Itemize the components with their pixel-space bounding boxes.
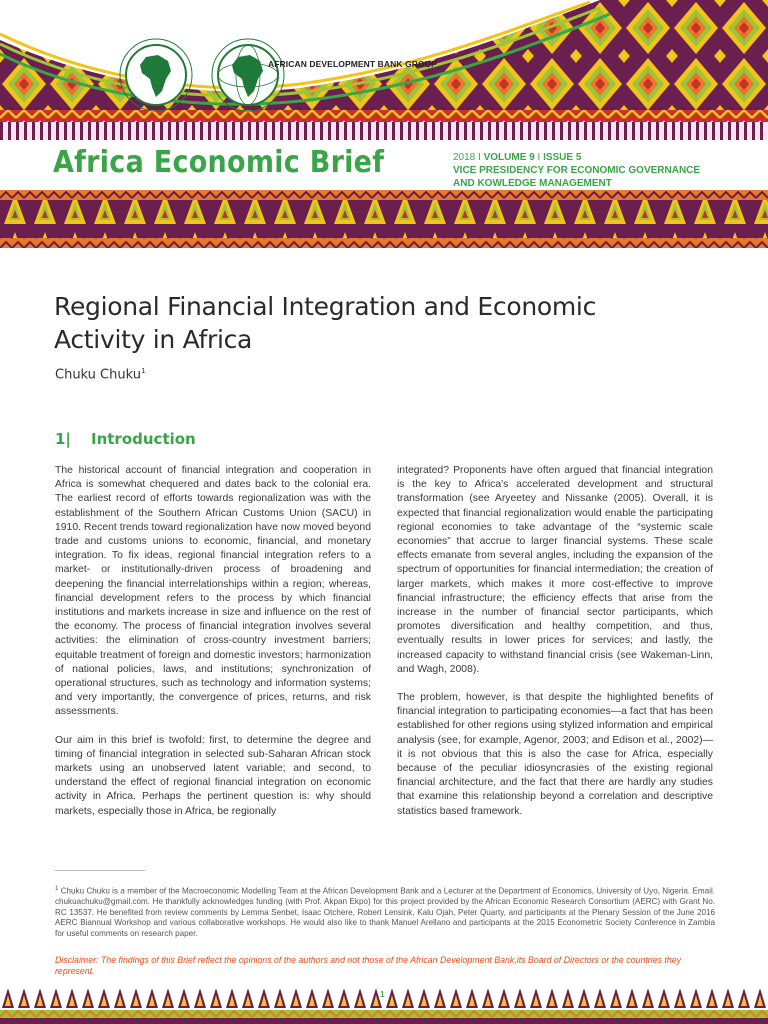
brief-title: Africa Economic Brief: [53, 145, 385, 180]
issue-year: 2018: [453, 152, 476, 163]
issue-number: ISSUE 5: [543, 152, 582, 163]
section-number: 1|: [55, 430, 71, 448]
issue-info: [453, 151, 700, 190]
adb-logos: [116, 20, 288, 130]
page-number: 1: [380, 990, 385, 999]
footnote-marker: 1: [55, 886, 59, 892]
author-name: Chuku Chuku: [55, 367, 141, 383]
pattern-band-middle: [0, 190, 768, 250]
paragraph: integrated? Proponents have often argued that financial integration is the key to Africa's accelerated development and structural transformation (see Aryeetey and Nissanke (2005). Overall, it is expected that financial regionalization would enable the participating regional economies to take advantage of the “systemic scale economies” that accrue to larger financial systems. These scale effects emanate from several angles, including the expansion of the spectrum of opportunities for financial intermediation; the creation of larger markets, which makes it more cost-effective to improve financial infrastructure; the efficiency effects that arise from the increase in the number of financial sector participants, which promotes diversification and healthy competition, and thus, eventually results in lower prices for services; and lastly, the increased capacity to withstand financial crisis (see Wakeman-Linn, and Wagh, 2008).: [397, 465, 713, 675]
right-column: [397, 464, 713, 833]
author: [55, 367, 145, 382]
group-name: AFRICAN DEVELOPMENT BANK GROUP: [268, 59, 437, 69]
footnote-text: Chuku Chuku is a member of the Macroeconomic Modelling Team at the African Development Bank and a Lecturer at the Department of Economics, University of Uyo, Nigeria. Email. chukuachuku@gmail.com. He thankfully acknowledges funding (with Prof. Akpan Ekpo) for this project provided by the African Economic Research Consortium (AERC) with Grant No. RC 13537. He benefited from review comments by Lemma Senbet, Isaac Otchere, Robert Lensink, Kalu Ojah, Peter Quarty, and participants at the Plenary Session of the June 2016 AERC Biannual Workshop and various collaborative workshops. He would also like to thank Manuel Arellano and participants at the 2015 Econometric Society Conference in Zambia for useful comments on research paper.: [55, 886, 716, 939]
africa-globe-icon: [116, 35, 196, 115]
issue-volume: VOLUME 9: [483, 152, 535, 163]
section-title: Introduction: [91, 430, 196, 448]
article-title: Regional Financial Integration and Economic Activity in Africa: [54, 292, 597, 354]
header-pattern-band: [0, 0, 768, 140]
section-heading: [55, 430, 196, 448]
paragraph: The historical account of financial integration and cooperation in Africa is somewhat chequered and dates back to the colonial era. The earliest record of efforts towards regionalization was with the establishment of the Southern African Customs Union (SACU) in 1910. Recent trends toward regionalization have now moved beyond trade and customs unions to economic, financial, and monetary integration. To fix ideas, regional financial integration refers to a market- or institutionally-driven process of broadening and deepening the financial interrelationships within a region; whereas, financial development refers to the process by which financial institutions and markets increase in size and influence on the rest of the economy. The process of financial integration involves several activities: the elimination of cross-country investment barriers; equitable treatment of foreign and domestic investors; harmonization of national policies, laws, and institutions; synchronization of operational structures, such as technology and information systems; and very importantly, the convergence of prices, returns, and risk assessments.: [55, 465, 371, 718]
footnote-divider: [55, 870, 145, 871]
paragraph: Our aim in this brief is twofold: first, to determine the degree and timing of financial integration in selected sub-Saharan African stock markets using an unobserved latent variable; and second, to understand the effect of regional financial integration on economic activity in Africa. Perhaps the pertinent question is: why should markets, especially those in Africa, be regionally: [55, 734, 371, 817]
department-line-1: VICE PRESIDENCY FOR ECONOMIC GOVERNANCE: [453, 165, 701, 176]
footnote: [55, 884, 715, 940]
issue-separator: I: [537, 152, 541, 163]
left-column: [55, 464, 371, 833]
tribal-pattern-middle: [0, 190, 768, 250]
africa-globe-icon: [208, 35, 288, 115]
department-line-2: AND KOWLEDGE MANAGEMENT: [453, 178, 612, 189]
issue-separator: I: [478, 152, 481, 163]
disclaimer: Disclaimer: The findings of this Brief reflect the opinions of the authors and not those of the African Development Bank,its Board of Directors or the countries they represent.: [55, 955, 682, 976]
author-footnote-marker: 1: [140, 367, 146, 375]
paragraph: The problem, however, is that despite the highlighted benefits of financial integration to participating economies—a fact that has been established for other regions using stylized information and empirical analysis (see, for example, Agenor, 2003; and Edison et al., 2002)—it is not obvious that this is also the case for Africa, especially because of the peculiar idiosyncrasies of the existing regional financial architecture, and the fact that there are hardly any studies that examine this relationship beyond a correlation and descriptive statistics based framework.: [397, 692, 713, 817]
